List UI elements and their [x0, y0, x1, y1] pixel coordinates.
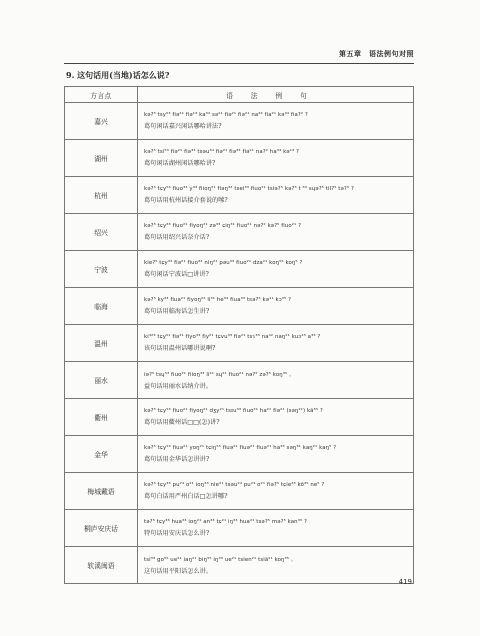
table-row	[65, 177, 414, 214]
chinese-sentence: 葛句话用临海话怎生讲?	[144, 308, 210, 315]
dialect-place: 软溪闽语	[65, 547, 138, 584]
example-cell	[138, 214, 414, 251]
table-row	[65, 288, 414, 325]
dialect-comparison-table	[64, 86, 414, 584]
ipa-transcription: tə?⁵ tɕy³³ hua³³ ioŋ²¹ an³³ tɕ²¹ iŋ³³ hua²¹ tsə?⁵ mə?⁵ kan³⁵ ?	[144, 519, 307, 525]
table-row	[65, 214, 414, 251]
ipa-transcription: kə?⁵ tsy⁵³ fiə²¹ fiə¹³ ka³⁴ sə²¹ fiə²¹ fiə²¹ na³⁴ fia²¹ kə³⁴ fia?² ?	[144, 112, 308, 118]
chinese-sentence: 葛句白话用严州白话□怎讲哪?	[144, 493, 228, 500]
example-cell	[138, 399, 414, 436]
example-cell	[138, 251, 414, 288]
dialect-place: 衢州	[65, 399, 138, 436]
table-row	[65, 473, 414, 510]
chinese-sentence: 该句话用温州话哪讲说啊?	[144, 345, 216, 352]
chinese-sentence: 葛句闲话宁波话□讲讲?	[144, 271, 209, 278]
ipa-transcription: kə?⁵ tɕy⁵³ fiuo³⁴ y³³ fiioŋ²¹ fiəŋ³³ tsei³³ fiuo²¹ tsiə?⁵ kə?⁵ t ³³ sɥə?⁵ tiI?⁵ tə?⁵ ?	[144, 186, 354, 192]
column-header-place: 方言点	[65, 87, 138, 103]
dialect-place: 宁波	[65, 251, 138, 288]
table-row	[65, 510, 414, 547]
header-rule	[64, 63, 414, 64]
chinese-sentence: 益句话用丽水话纳介讲。	[144, 383, 213, 390]
table-row	[65, 103, 414, 140]
ipa-transcription: kə?⁵ tɕy³³ fiuo²¹ fiyoŋ²¹ zə³³ ɕiŋ³¹ fiuo²¹ nə?² kə?⁵ fiuo²¹ ?	[144, 223, 302, 229]
table-row	[65, 325, 414, 362]
ipa-transcription: kə?⁵ tsi⁵³ fiə²¹ fiə³⁴ tsəu³⁴ fiə²¹ fiə³⁴ fiə²¹ na?² ha³⁴ kə¹³ ?	[144, 149, 300, 155]
example-cell	[138, 177, 414, 214]
ipa-transcription: kə?⁵ tɕy⁵³ fiuo²¹ fiyoŋ²¹ dʒy²¹ tsɪu³³ fiuo²¹ ha²¹ fiə²¹ (səŋ²¹) kã³⁵ ?	[144, 408, 323, 414]
table-row	[65, 140, 414, 177]
dialect-place: 嘉兴	[65, 103, 138, 140]
ipa-transcription: iə?⁵ tsɥ⁵³ fiuo²¹ fiioŋ³³ li²¹ sɥ²¹ fiuo²¹ nə?² zə?⁵ koŋ³⁵ 。	[144, 372, 295, 378]
page-number: 419	[398, 578, 412, 586]
ipa-transcription: kə?⁵ ky³³ fiua²¹ fiyoŋ²² li³¹ he³⁴ fiua³³ tsə?⁵ kə¹¹ kɔ³⁵ ?	[144, 297, 292, 303]
chinese-sentence: 葛句话用衢州话□□(怎)讲?	[144, 419, 220, 426]
example-cell	[138, 362, 414, 399]
dialect-place: 金华	[65, 436, 138, 473]
dialect-place: 绍兴	[65, 214, 138, 251]
example-cell	[138, 436, 414, 473]
ipa-transcription: kə?⁵ tɕy⁵³ fiuə²¹ yoŋ²¹ tɕiŋ⁵⁵ fiuə²¹ fiuə²¹ fiuə²¹ ha³³ səŋ³¹ kaŋ²¹ kaŋ⁵ ?	[144, 445, 337, 451]
chinese-sentence: 葛句话用绍兴话奈介话?	[144, 234, 210, 241]
dialect-place: 杭州	[65, 177, 138, 214]
example-cell	[138, 103, 414, 140]
dialect-place: 湖州	[65, 140, 138, 177]
table-row	[65, 547, 414, 584]
table-row	[65, 436, 414, 473]
table-header-row	[65, 87, 414, 103]
example-cell	[138, 510, 414, 547]
example-cell	[138, 547, 414, 584]
chinese-sentence: 这句话用平阳话怎么讲。	[144, 568, 213, 575]
example-cell	[138, 288, 414, 325]
dialect-place: 丽水	[65, 362, 138, 399]
question-title: 9. 这句话用(当地)话怎么说?	[66, 70, 170, 80]
example-cell	[138, 140, 414, 177]
dialect-place: 临海	[65, 288, 138, 325]
dialect-place: 桐庐安庆话	[65, 510, 138, 547]
dialect-place: 梅城戴语	[65, 473, 138, 510]
ipa-transcription: kie?⁵ tɕy³³ fiə²¹ fiuo³³ niŋ²¹ pəu³³ fiuo²¹ dza²¹ koŋ⁵⁵ koŋ⁵ ?	[144, 260, 303, 266]
table-row	[65, 399, 414, 436]
chinese-sentence: 葛句话用杭州话接介套说的嗦?	[144, 197, 228, 204]
example-cell	[138, 325, 414, 362]
ipa-transcription: ki⁴²³ tɕy⁵¹ fiə²¹ fiyo³³ fiy²¹ tɕvu³³ fiə²¹ tsɿ³³ na⁴² naŋ²¹ kuɔ⁴⁵ a³³ ?	[144, 334, 321, 340]
column-header-example: 语法例句	[138, 87, 414, 103]
table-row	[65, 251, 414, 288]
chinese-sentence: 葛句闲话湖州闲话哪哈讲?	[144, 160, 216, 167]
chinese-sentence: 葛句闲话嘉兴闲话哪哈讲法?	[144, 123, 222, 130]
chapter-header: 第五章 语法例句对照	[339, 49, 414, 58]
dialect-place: 温州	[65, 325, 138, 362]
example-cell	[138, 473, 414, 510]
chinese-sentence: 葛句话用金华话怎讲讲?	[144, 456, 210, 463]
chinese-sentence: 特句话用安庆话怎么讲?	[144, 530, 210, 537]
ipa-transcription: tsi³³ go⁵⁵ ue²¹ iaŋ²¹ biŋ⁵⁵ iŋ³³ ue²¹ tsien²¹ tsiã²¹ koŋ³⁵ 。	[144, 557, 297, 563]
ipa-transcription: kə?⁵ tɕy³³ pu²⁴ o²¹ ioŋ³³ nie²¹ tsəu²⁴ pu²⁴ o²¹ fiə?⁵ tɕie³³ kõ³⁵ ne⁵ ?	[144, 482, 325, 488]
table-row	[65, 362, 414, 399]
